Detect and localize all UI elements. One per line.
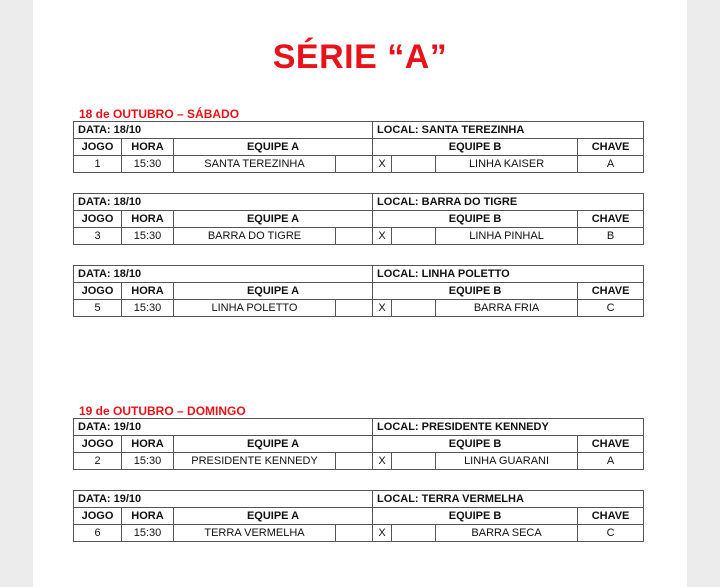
- team-b: LINHA GUARANI: [436, 453, 578, 470]
- col-chave: CHAVE: [578, 283, 644, 300]
- col-chave: CHAVE: [578, 508, 644, 525]
- team-a: SANTA TEREZINHA: [174, 156, 336, 173]
- score-a: [336, 156, 373, 173]
- group-key: C: [578, 300, 644, 317]
- col-equipe-a: EQUIPE A: [174, 283, 373, 300]
- match-location: LOCAL: BARRA DO TIGRE: [373, 194, 644, 211]
- game-number: 2: [74, 453, 122, 470]
- col-jogo: JOGO: [74, 436, 122, 453]
- score-a: [336, 228, 373, 245]
- col-jogo: JOGO: [74, 211, 122, 228]
- col-jogo: JOGO: [74, 139, 122, 156]
- col-equipe-b: EQUIPE B: [373, 508, 578, 525]
- game-time: 15:30: [122, 156, 174, 173]
- group-key: B: [578, 228, 644, 245]
- col-hora: HORA: [122, 436, 174, 453]
- match-table: [73, 193, 644, 245]
- score-b: [392, 525, 436, 542]
- versus: X: [373, 453, 392, 470]
- col-jogo: JOGO: [74, 283, 122, 300]
- match-location: LOCAL: SANTA TEREZINHA: [373, 122, 644, 139]
- day-heading-sunday: 19 de OUTUBRO – DOMINGO: [79, 404, 246, 418]
- col-equipe-b: EQUIPE B: [373, 436, 578, 453]
- game-number: 1: [74, 156, 122, 173]
- col-hora: HORA: [122, 283, 174, 300]
- col-jogo: JOGO: [74, 508, 122, 525]
- team-b: BARRA FRIA: [436, 300, 578, 317]
- match-date: DATA: 18/10: [74, 266, 373, 283]
- match-location: LOCAL: TERRA VERMELHA: [373, 491, 644, 508]
- team-a: PRESIDENTE KENNEDY: [174, 453, 336, 470]
- game-time: 15:30: [122, 453, 174, 470]
- game-number: 3: [74, 228, 122, 245]
- versus: X: [373, 525, 392, 542]
- day-heading-saturday: 18 de OUTUBRO – SÁBADO: [79, 107, 240, 121]
- match-date: DATA: 18/10: [74, 122, 373, 139]
- group-key: A: [578, 453, 644, 470]
- col-equipe-a: EQUIPE A: [174, 508, 373, 525]
- match-table: [73, 265, 644, 317]
- game-time: 15:30: [122, 228, 174, 245]
- group-key: C: [578, 525, 644, 542]
- col-equipe-b: EQUIPE B: [373, 211, 578, 228]
- team-a: TERRA VERMELHA: [174, 525, 336, 542]
- col-hora: HORA: [122, 139, 174, 156]
- game-number: 5: [74, 300, 122, 317]
- col-chave: CHAVE: [578, 211, 644, 228]
- col-equipe-b: EQUIPE B: [373, 139, 578, 156]
- match-location: LOCAL: PRESIDENTE KENNEDY: [373, 419, 644, 436]
- match-table: [73, 490, 644, 542]
- versus: X: [373, 228, 392, 245]
- col-hora: HORA: [122, 508, 174, 525]
- page-title: SÉRIE “A”: [272, 38, 448, 76]
- match-date: DATA: 18/10: [74, 194, 373, 211]
- col-chave: CHAVE: [578, 139, 644, 156]
- col-chave: CHAVE: [578, 436, 644, 453]
- score-a: [336, 300, 373, 317]
- match-table: [73, 418, 644, 470]
- team-b: BARRA SECA: [436, 525, 578, 542]
- score-a: [336, 453, 373, 470]
- team-b: LINHA PINHAL: [436, 228, 578, 245]
- team-b: LINHA KAISER: [436, 156, 578, 173]
- col-equipe-a: EQUIPE A: [174, 211, 373, 228]
- col-hora: HORA: [122, 211, 174, 228]
- match-date: DATA: 19/10: [74, 491, 373, 508]
- score-b: [392, 156, 436, 173]
- match-table: [73, 121, 644, 173]
- game-time: 15:30: [122, 525, 174, 542]
- score-b: [392, 300, 436, 317]
- versus: X: [373, 300, 392, 317]
- col-equipe-a: EQUIPE A: [174, 436, 373, 453]
- match-date: DATA: 19/10: [74, 419, 373, 436]
- col-equipe-b: EQUIPE B: [373, 283, 578, 300]
- team-a: BARRA DO TIGRE: [174, 228, 336, 245]
- match-location: LOCAL: LINHA POLETTO: [373, 266, 644, 283]
- score-a: [336, 525, 373, 542]
- col-equipe-a: EQUIPE A: [174, 139, 373, 156]
- versus: X: [373, 156, 392, 173]
- score-b: [392, 453, 436, 470]
- group-key: A: [578, 156, 644, 173]
- team-a: LINHA POLETTO: [174, 300, 336, 317]
- game-time: 15:30: [122, 300, 174, 317]
- game-number: 6: [74, 525, 122, 542]
- score-b: [392, 228, 436, 245]
